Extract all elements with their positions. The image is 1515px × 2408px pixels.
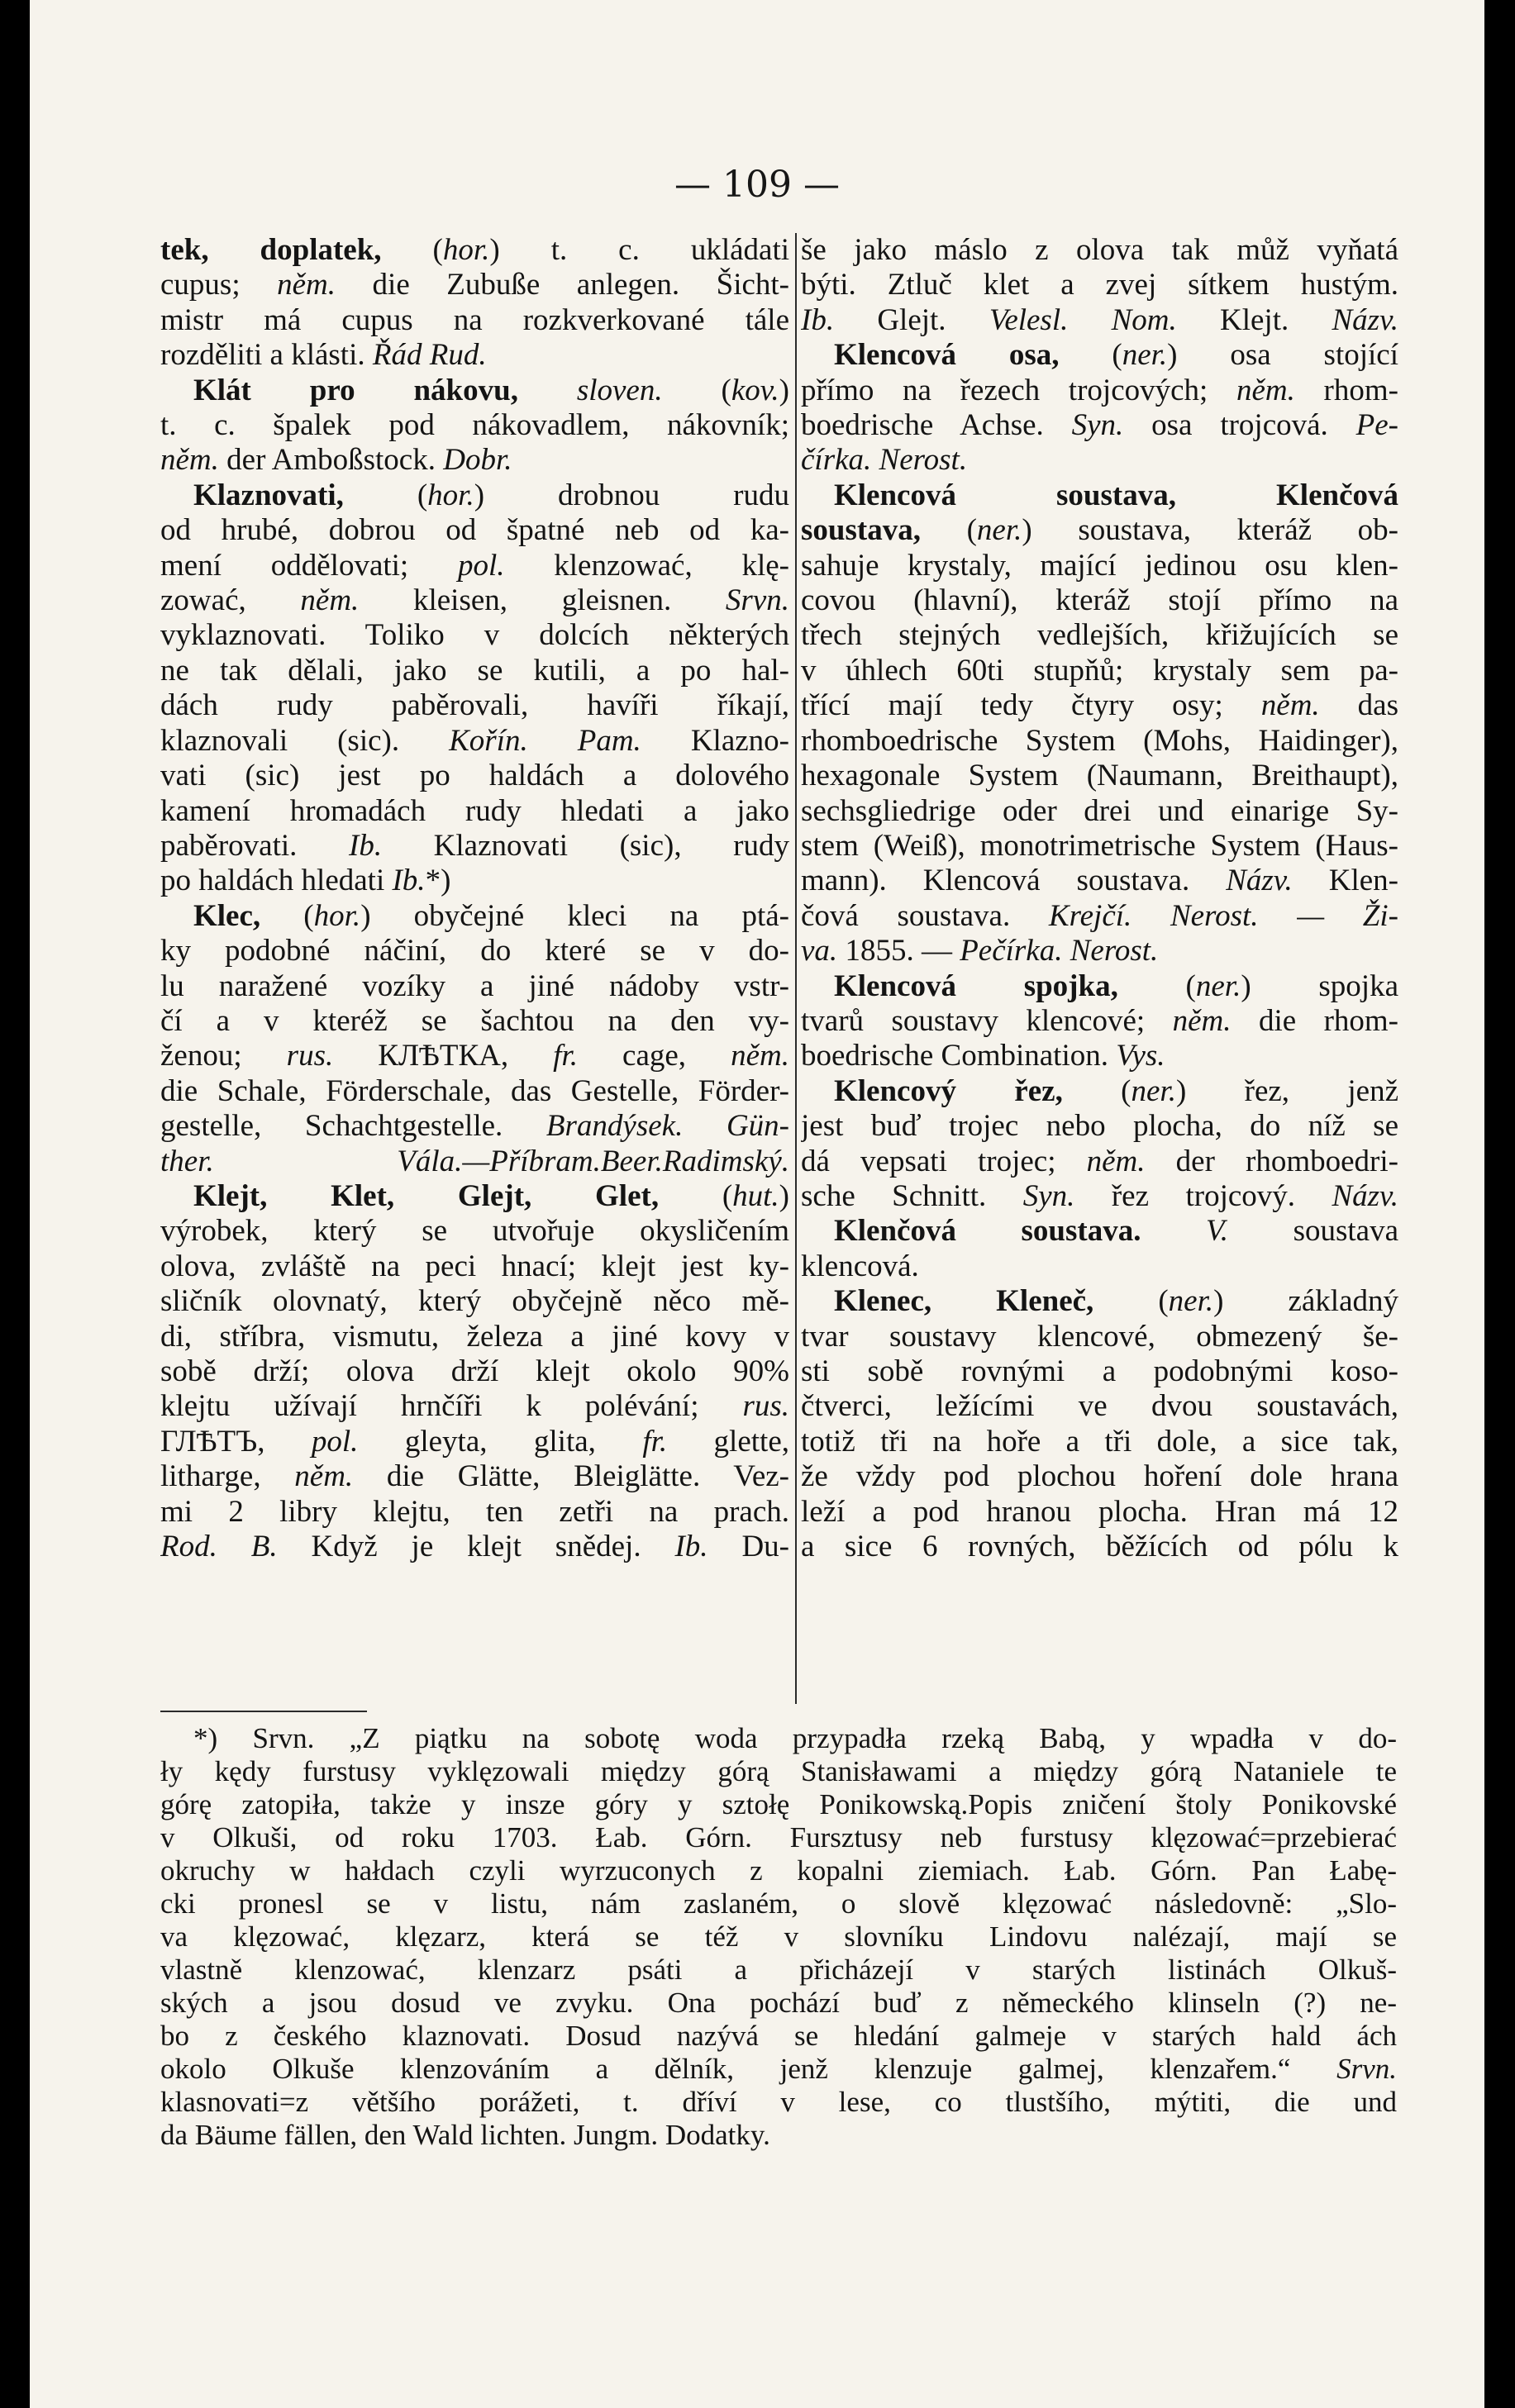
text-run: Klaznovati (sic), rudy [382,828,789,863]
text-run: mistr má cupus na rozkverkované tále [160,302,789,337]
text-line [160,1920,1397,1954]
text-run: býti. Ztluč klet a zvej sítkem hustým. [801,268,1398,302]
text-run: ) [779,373,789,407]
text-run: jest buď trojec nebo plocha, do níž se [801,1109,1398,1144]
text-run: tvarů soustavy klencové; [801,1003,1173,1038]
text-run: ( [662,373,731,407]
text-run: ských a jsou dosud ve zvyku. Ona pochází buď z německého klinseln (?) ne- [160,1987,1397,2019]
text-run: Klencová osa, [834,338,1060,373]
text-run: da Bäume fällen, den Wald lichten. Jungm. Dodatky. [160,2119,770,2151]
text-run: sechsgliedrige oder drei und einarige Sy- [801,793,1398,828]
text-line [801,1109,1398,1144]
text-run: boedrische Combination. [801,1039,1117,1073]
text-run: Pe- [1355,408,1398,443]
text-line [801,829,1398,864]
text-line [160,724,789,759]
text-run: ) základný [1213,1284,1398,1319]
text-line [801,1354,1398,1389]
footnote-divider [160,1711,367,1712]
text-run: sličník olovnatý, který obyčejně něco mě- [160,1284,789,1319]
text-line [160,618,789,653]
text-line [801,1320,1398,1354]
text-run: ( [1117,968,1196,1003]
text-run: Když je klejt snědej. [277,1530,675,1564]
text-run: klencová. [801,1249,919,1283]
text-run: Velesl. Nom. [989,302,1177,337]
text-run: něm. [294,1459,354,1494]
text-line [160,1854,1397,1887]
text-line [160,1214,789,1249]
text-line [801,268,1398,302]
text-run: še jako máslo z olova tak můž vyňatá [801,233,1398,267]
text-line [801,1459,1398,1494]
text-run: Klencová spojka, [834,968,1118,1003]
text-run: hut. [732,1178,779,1213]
text-line [801,1214,1398,1249]
text-run: Klenec, Kleneč, [834,1284,1094,1319]
text-run: Ib. [392,864,426,898]
text-run: čová soustava. [801,898,1049,933]
text-line [160,1954,1397,1987]
page-number: — 109 — [674,164,840,206]
text-run: di, stříbra, vismutu, železa a jiné kovy v [160,1319,789,1354]
text-run: Rod. B. [160,1530,278,1564]
text-line [801,478,1398,513]
text-line [160,1249,789,1284]
text-run: něm. [731,1039,789,1073]
text-run: bo z českého klaznovati. Dosud nazývá se hledání galmeje v starých hald ách [160,2020,1397,2052]
text-line [160,1004,789,1039]
text-run: t. c. špalek pod nákovadlem, nákovník; [160,408,789,443]
text-run: ) řez, jenž [1175,1073,1398,1108]
text-run: Klaznovati, [193,478,344,512]
text-run: rus. [742,1389,789,1424]
text-run [1141,1214,1206,1248]
text-line [160,2119,1397,2152]
text-line [160,478,789,513]
text-run: *) [425,864,451,898]
text-run: v Olkuši, od roku 1703. Łab. Górn. Fursztusy neb furstusy klęzować=przebierać [160,1821,1397,1854]
text-run: ГЛѢТЪ, [160,1424,312,1459]
text-line [160,1109,789,1144]
text-run: ther. Vála.—Příbram.Beer.Radimský. [160,1144,789,1178]
text-run: ( [343,478,428,512]
text-run: okolo Olkuše klenzováním a dělník, jenž klenzuje galmej, klenzařem.“ [160,2053,1337,2085]
text-run: die Glätte, Bleiglätte. Vez- [353,1459,789,1494]
text-line [801,1284,1398,1319]
text-run: ( [260,898,314,933]
text-run: sloven. [576,373,663,407]
text-run: kamení hromadách rudy hledati a jako [160,793,789,828]
text-run: ky podobné náčiní, do které se v do- [160,934,789,968]
text-line [801,303,1398,338]
text-run: čí a v kteréž se šachtou na den vy- [160,1003,789,1038]
text-run: Klenčová soustava. [834,1214,1141,1249]
text-run: mann). Klencová soustava. [801,864,1227,898]
text-line [801,899,1398,934]
text-line [801,864,1398,898]
text-run: něm. [1236,373,1295,407]
text-run: Ib. [674,1530,708,1564]
text-line [160,2053,1397,2086]
text-run: die rhom- [1231,1003,1398,1038]
text-run: Klec, [193,898,261,933]
text-run: hexagonale System (Naumann, Breithaupt), [801,759,1398,793]
text-run: ły kędy furstusy vyklęzowali między górą Stanisławami a między górą Nataniele te [160,1755,1397,1787]
text-line [160,1459,789,1494]
text-run: V. [1205,1214,1229,1249]
text-line [160,1887,1397,1920]
text-run: ) t. c. ukládati [489,233,789,267]
text-run: boedrische Achse. [801,408,1072,443]
text-run: osa trojcová. [1123,408,1356,443]
text-run: Klen- [1292,864,1398,898]
text-run: Klejt. [1176,302,1332,337]
text-run: litharge, [160,1459,295,1494]
text-run: gestelle, Schachtgestelle. [160,1109,546,1144]
dictionary-page [30,0,1484,2408]
text-line [160,303,789,338]
text-run: Krejčí. Nerost. — Ži- [1048,898,1398,933]
text-line [801,1425,1398,1459]
text-run: něm. [1260,688,1320,723]
text-line [801,1389,1398,1424]
text-line [160,1788,1397,1821]
text-run: va. [801,934,838,968]
text-run: ) spojka [1241,968,1398,1003]
text-run: Du- [707,1530,789,1564]
text-line [160,233,789,268]
text-line [160,1320,789,1354]
text-run: der rhomboedri- [1145,1144,1398,1178]
text-line [160,1987,1397,2020]
text-run: die Schale, Förderschale, das Gestelle, Förder- [160,1073,789,1108]
text-line [160,1074,789,1109]
text-run: ) obyčejné kleci na ptá- [360,898,789,933]
text-run: výrobek, který se utvořuje okysličením [160,1214,789,1249]
text-run: vati (sic) jest po haldách a dolového [160,759,789,793]
left-column [160,233,789,1704]
text-run: kov. [731,373,779,407]
text-run: Klát pro nákovu, [193,373,577,407]
text-run: ( [1093,1284,1169,1319]
text-line [160,513,789,548]
text-run: třech stejných vedlejších, křižujících se [801,618,1398,653]
text-line [160,688,789,723]
text-line [801,724,1398,759]
text-line [160,1722,1397,1755]
text-run: něm. [1172,1003,1232,1038]
text-run: rus. [286,1039,334,1073]
text-line [160,268,789,302]
text-run: klejtu užívají hrnčíři k polévání; [160,1389,743,1424]
text-run: čírka. Nerost. [801,443,968,478]
text-run: cupus; [160,268,278,302]
text-run: mení oddělovati; [160,548,458,583]
text-line [160,969,789,1004]
text-line [160,1425,789,1459]
text-run: ner. [1168,1284,1214,1319]
text-line [160,864,789,898]
text-line [160,934,789,968]
text-run: covou (hlavní), kteráž stojí přímo na [801,583,1398,618]
text-run: Ib. [801,302,835,337]
text-run: ( [381,233,443,267]
text-run: Vys. [1116,1039,1165,1073]
text-run: kleisen, gleisnen. [359,583,726,618]
text-line [160,338,789,373]
text-run: Názv. [1226,864,1293,898]
text-line [801,374,1398,408]
text-run: vlastně klenzować, klenzarz psáti a přicházejí v starých listinách Olkuš- [160,1954,1397,1986]
text-run: něm. [300,583,360,618]
text-run: Dobr. [443,443,512,478]
text-line [801,513,1398,548]
text-run: zować, [160,583,301,618]
text-line [160,1145,789,1179]
text-run: paběrovati. [160,828,349,863]
text-run: rozděliti a klásti. [160,338,373,373]
text-line [160,1039,789,1073]
text-run: Klencový řez, [834,1073,1063,1108]
text-run: ženou; [160,1039,287,1073]
text-line [160,1755,1397,1788]
text-run: že vždy pod plochou hoření dole hrana [801,1459,1398,1494]
text-run: rhomboedrische System (Mohs, Haidinger), [801,723,1398,758]
text-line [801,1179,1398,1214]
text-line [160,829,789,864]
text-line [160,794,789,829]
text-run: sti sobě rovnými a podobnými koso- [801,1354,1398,1388]
text-run: górę zatopiła, także y insze góry y sztołę Ponikowską.Popis zničení štoly Ponikovské [160,1788,1397,1820]
text-run: a sice 6 rovných, běžících od pólu k [801,1530,1398,1564]
column-divider [795,233,797,1704]
text-line [801,1004,1398,1039]
text-run: der Amboßstock. [218,443,444,478]
text-line [801,338,1398,373]
text-run: ( [659,1178,733,1213]
text-run: Klencová soustava, Klenčová [834,478,1398,512]
text-line [801,759,1398,793]
text-line [160,374,789,408]
text-run: Brandýsek. Gün- [545,1109,789,1144]
text-run: od hrubé, dobrou od špatné neb od ka- [160,513,789,548]
text-run: v úhlech 60ti stupňů; krystaly sem pa- [801,653,1398,688]
text-run: vyklaznovati. Toliko v dolcích některých [160,618,789,653]
text-line [160,1530,789,1564]
text-run: ner. [1122,338,1168,373]
text-run: olova, zvláště na peci hnací; klejt jest ky- [160,1249,789,1283]
text-run: klenzować, klę- [504,548,789,583]
text-line [160,899,789,934]
text-run: tvar soustavy klencové, obmezený še- [801,1319,1398,1354]
text-run: okruchy w hałdach czyli wyrzuconych z kopalni ziemiach. Łab. Górn. Pan Łabę- [160,1854,1397,1887]
text-run: soustava [1228,1214,1398,1249]
text-line [801,583,1398,618]
text-run: Kořín. Pam. [449,723,641,758]
text-run: ne tak dělali, jako se kutili, a po hal- [160,653,789,688]
text-line [160,583,789,618]
text-run: něm. [160,443,219,478]
text-line [801,618,1398,653]
text-line [160,654,789,688]
text-line [801,1530,1398,1564]
text-line [160,2020,1397,2053]
text-line [160,1179,789,1214]
text-line [801,233,1398,268]
text-line [160,1284,789,1319]
text-run: cki pronesl se v listu, nám zaslaném, o slově klęzować následovně: „Slo- [160,1887,1397,1920]
text-line [801,549,1398,583]
text-run: čtverci, ležícími ve dvou soustavách, [801,1389,1398,1424]
text-run: ( [1059,338,1122,373]
text-run: hor. [442,233,490,267]
text-line [801,794,1398,829]
text-run: pol. [311,1424,359,1459]
text-run: hor. [313,898,361,933]
text-run: ) osa stojící [1167,338,1398,373]
text-run: ) drobnou rudu [474,478,789,512]
text-line [801,688,1398,723]
text-run: rhom- [1294,373,1398,407]
text-line [160,759,789,793]
text-run: ) soustava, kteráž ob- [1022,513,1398,548]
text-run: ) [779,1178,789,1213]
text-run: Ib. [349,828,383,863]
text-run: Názv. [1332,1178,1398,1213]
text-line [160,1495,789,1530]
text-run: das [1319,688,1398,723]
text-line [801,1249,1398,1284]
text-run: Srvn. [1336,2053,1397,2085]
text-run: klasnovati=z většího porážeti, t. dříví v lese, co tlustšího, mýtiti, die und [160,2086,1397,2118]
text-run: totiž tři na hoře a tři dole, a sice tak, [801,1424,1398,1459]
text-run: sobě drží; olova drží klejt okolo 90% [160,1354,789,1388]
text-run: řez trojcový. [1074,1178,1332,1213]
text-run: něm. [1086,1144,1146,1178]
text-run: Srvn. [725,583,789,618]
text-run: leží a pod hranou plocha. Hran má 12 [801,1494,1398,1529]
text-run: dách rudy paběrovali, havíři říkají, [160,688,789,723]
text-run: přímo na řezech trojcových; [801,373,1236,407]
text-run: lu naražené vozíky a jiné nádoby vstr- [160,968,789,1003]
text-run: dá vepsati trojec; [801,1144,1087,1178]
text-run: ner. [976,513,1022,548]
text-line [801,443,1398,478]
footnote [160,1722,1397,2152]
text-run: Syn. [1071,408,1124,443]
text-line [160,1389,789,1424]
text-run: ner. [1131,1073,1176,1108]
text-run: něm. [277,268,336,302]
text-run: hor. [427,478,474,512]
text-run: Glejt. [834,302,989,337]
text-run: sahuje krystaly, mající jedinou osu klen- [801,548,1398,583]
text-line [160,408,789,443]
text-line [160,1354,789,1389]
text-run: Řád Rud. [372,338,487,373]
text-run: *) Srvn. „Z piątku na sobotę woda przypadła rzeką Babą, y wpadła v do- [193,1722,1397,1754]
text-run: КЛѢТКА, [333,1039,554,1073]
text-line [801,934,1398,968]
text-line [801,1039,1398,1073]
text-run: Pečírka. Nerost. [960,934,1159,968]
text-run: ner. [1195,968,1241,1003]
text-run: mi 2 libry klejtu, ten zetři na prach. [160,1494,789,1529]
text-line [801,1495,1398,1530]
text-run: cage, [577,1039,731,1073]
text-run: fr. [553,1039,578,1073]
text-run: Syn. [1022,1178,1075,1213]
text-line [801,408,1398,443]
text-run: sche Schnitt. [801,1178,1023,1213]
text-line [801,1145,1398,1179]
text-line [160,443,789,478]
text-run: soustava, [801,513,921,548]
text-run: po haldách hledati [160,864,393,898]
text-run: tek, doplatek, [160,233,382,267]
text-line [801,969,1398,1004]
text-run: va klęzować, klęzarz, která se též v slovníku Lindovu nalézají, mají se [160,1920,1397,1953]
text-line [801,654,1398,688]
text-run: fr. [642,1424,668,1459]
text-run: třící mají tedy čtyry osy; [801,688,1261,723]
text-run: stem (Weiß), monotrimetrische System (Haus- [801,828,1398,863]
text-run: glette, [667,1424,789,1459]
text-line [160,1821,1397,1854]
text-run: pol. [457,548,505,583]
text-run: Klazno- [641,723,789,758]
text-run: klaznovali (sic). [160,723,450,758]
text-run: Klejt, Klet, Glejt, Glet, [193,1178,660,1213]
text-line [160,2086,1397,2119]
text-run: ( [920,513,977,548]
text-run: die Zubuße anlegen. Šicht- [336,268,789,302]
text-line [801,1074,1398,1109]
text-run: 1855. — [837,934,960,968]
text-run: ( [1062,1073,1131,1108]
text-line [160,549,789,583]
text-run: Názv. [1332,302,1398,337]
right-column [801,233,1398,1704]
text-run: gleyta, glita, [358,1424,643,1459]
